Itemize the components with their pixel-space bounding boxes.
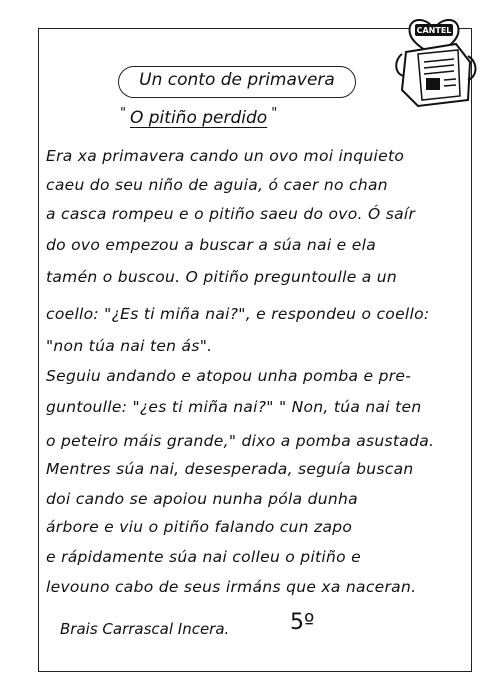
story-line: e rápidamente súa nai colleu o pitiño e xyxy=(46,548,362,566)
story-line: o peteiro máis grande," dixo a pomba asustada. xyxy=(46,432,435,450)
story-line: caeu do seu niño de aguia, ó caer no chan xyxy=(46,176,388,194)
logo-text: CANTEL xyxy=(416,26,452,35)
subtitle-text: O pitiño perdido xyxy=(129,108,268,128)
story-line: tamén o buscou. O pitiño preguntoulle a un xyxy=(46,268,398,286)
story-line: Seguiu andando e atopou unha pomba e pre- xyxy=(46,367,412,385)
story-line: Era xa primavera cando un ovo moi inquieto xyxy=(46,147,405,165)
story-line: do ovo empezou a buscar a súa nai e ela xyxy=(46,236,376,254)
subtitle-close-quote: " xyxy=(271,106,278,121)
story-line: levouno cabo de seus irmáns que xa naceran. xyxy=(46,578,417,596)
story-title: Un conto de primavera xyxy=(139,70,335,90)
author-signature: Brais Carrascal Incera. xyxy=(60,620,230,638)
story-subtitle xyxy=(116,106,281,128)
story-line: doi cando se apoiou nunha póla dunha xyxy=(46,490,358,508)
story-line: guntoulle: "¿es ti miña nai?" " Non, túa nai ten xyxy=(46,398,422,416)
story-line: árbore e viu o pitiño falando cun zapo xyxy=(46,518,353,536)
story-line: coello: "¿Es ti miña nai?", e respondeu o coello: xyxy=(46,305,430,323)
story-line: a casca rompeu e o pitiño saeu do ovo. Ó saír xyxy=(46,205,416,223)
grade-label: 5º xyxy=(290,610,315,635)
cantel-logo xyxy=(388,4,480,108)
story-line: "non túa nai ten ás". xyxy=(46,337,213,355)
story-line: Mentres súa nai, desesperada, seguía buscan xyxy=(46,460,414,478)
title-bubble xyxy=(118,66,356,98)
subtitle-open-quote: " xyxy=(120,106,126,121)
